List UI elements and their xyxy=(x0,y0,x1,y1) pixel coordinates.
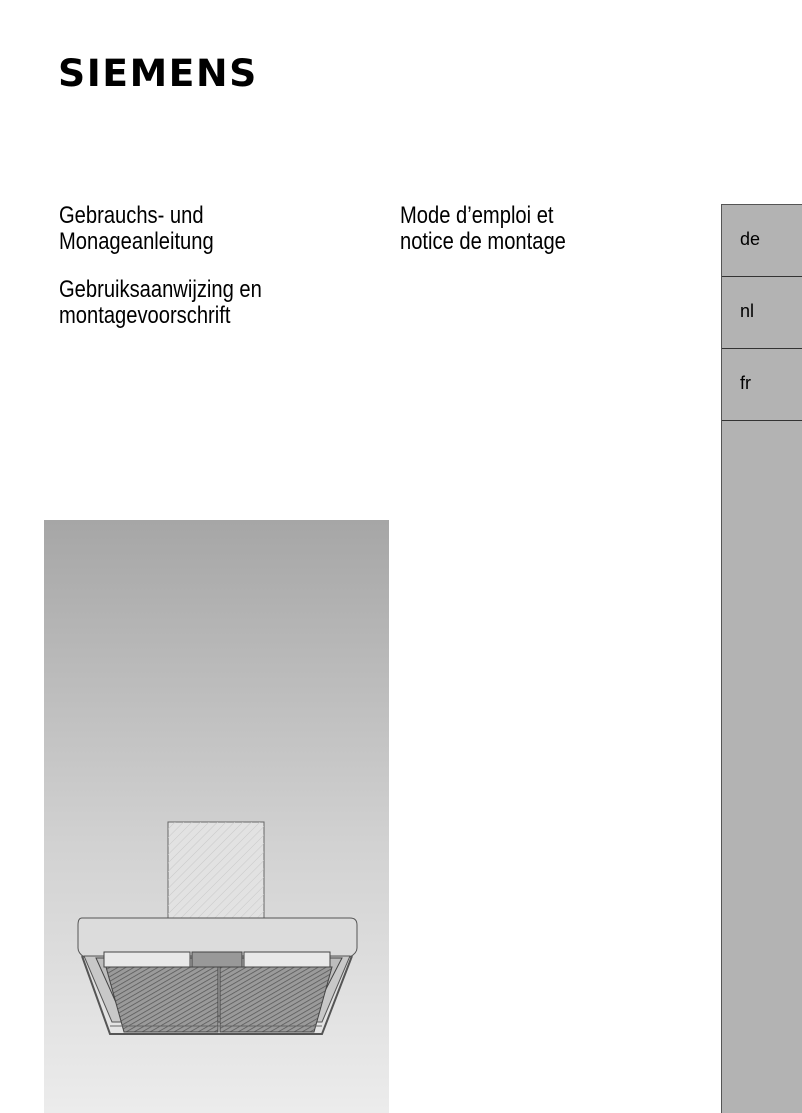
tab-fr[interactable]: fr xyxy=(722,349,802,421)
title-nl xyxy=(59,277,262,329)
cooker-hood-illustration xyxy=(44,520,389,1113)
tab-de[interactable]: de xyxy=(722,205,802,277)
title-fr xyxy=(400,203,566,255)
siemens-logo: SIEMENS xyxy=(58,52,258,95)
title-de-line: Gebrauchs- und xyxy=(59,202,204,229)
product-image-panel xyxy=(44,520,389,1113)
tab-nl[interactable]: nl xyxy=(722,277,802,349)
title-de-line: Monageanleitung xyxy=(59,228,214,255)
language-tabs xyxy=(721,204,802,1113)
title-fr-line: notice de montage xyxy=(400,228,566,255)
title-nl-line: montagevoorschrift xyxy=(59,302,231,329)
title-de xyxy=(59,203,214,255)
title-fr-line: Mode d’emploi et xyxy=(400,202,554,229)
title-nl-line: Gebruiksaanwijzing en xyxy=(59,276,262,303)
